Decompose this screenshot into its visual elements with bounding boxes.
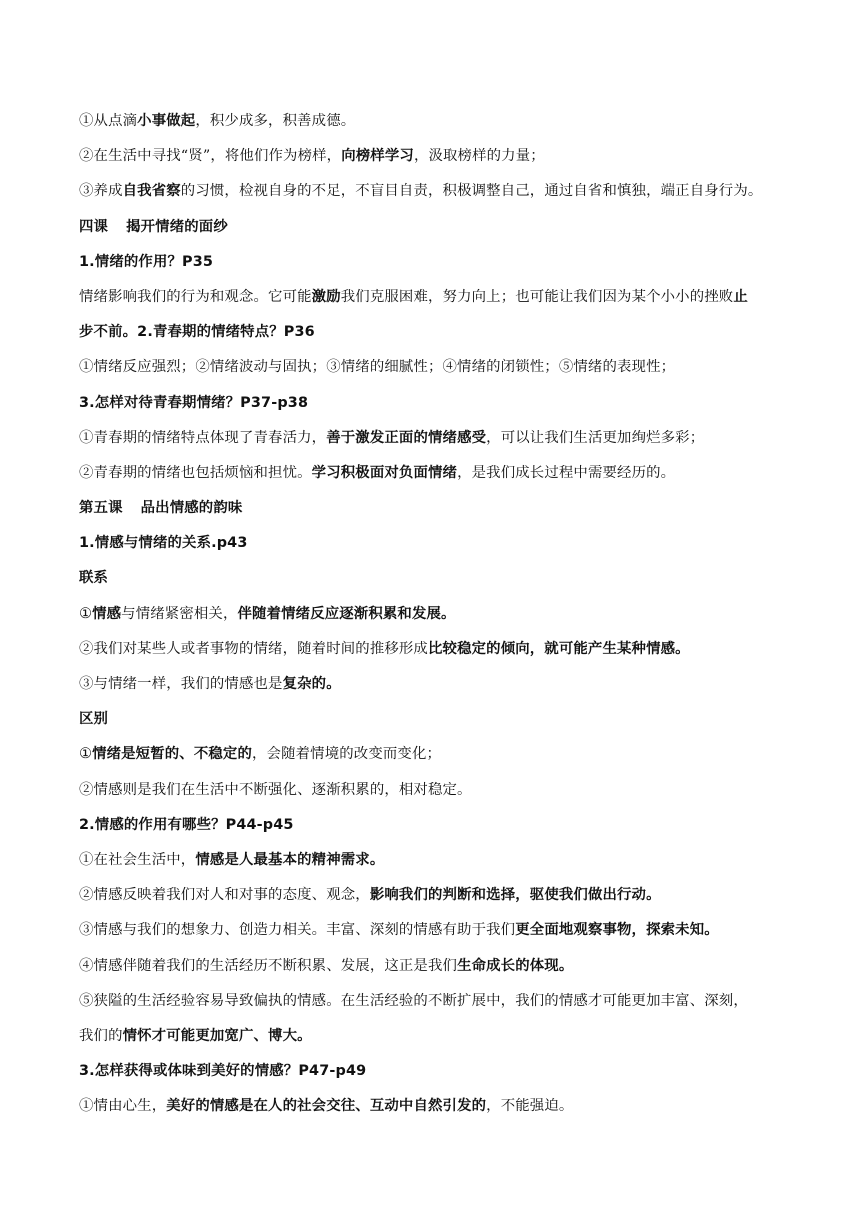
bold-text: 向榜样学习 [341,148,414,165]
bold-text: 美好的情感是在人的社会交往、互动中自然引发的 [166,1098,487,1115]
bold-text: 比较稳定的倾向，就可能产生某种情感。 [427,640,690,657]
paragraph-line [79,456,779,491]
lesson-title: 品出情感的韵味 [140,500,243,517]
text: ①从点滴 [79,113,138,129]
question-text: 3.怎样获得或体味到美好的情感？P47-p49 [79,1063,367,1080]
text: ，可以让我们生活更加绚烂多彩； [486,429,705,446]
bold-text: 更全面地观察事物，探索未知。 [515,922,719,939]
bold-text: 学习积极面对负面情绪 [311,464,458,481]
document-page [79,104,779,1124]
text: ①青春期的情绪特点体现了青春活力， [79,429,327,446]
text: 我们的 [79,1027,123,1044]
bold-text: 激励 [311,288,341,305]
bold-text: 情怀才可能更加宽广、博大。 [122,1027,312,1044]
question-heading [79,808,779,843]
bold-text: 止 [733,288,748,305]
lesson-number: 四课 [79,218,109,235]
bold-text: 复杂的。 [282,676,341,692]
text: ① [79,605,93,622]
question-text: 1.情绪的作用？P35 [79,253,214,270]
text: ④情感伴随着我们的生活经历不断积累、发展，这正是我们 [79,957,458,974]
text: ②青春期的情绪也包括烦恼和担忧。 [79,464,312,481]
bold-text: 情绪是短暂的、不稳定的 [92,746,253,763]
question-heading [79,315,779,350]
paragraph-line [79,350,779,385]
question-heading [79,526,779,561]
text: ，会随着情境的改变而变化； [252,746,442,763]
lesson-number: 第五课 [79,500,123,517]
paragraph-line [79,421,779,456]
lesson-heading [79,210,779,245]
text: ②我们对某些人或者事物的情绪，随着时间的推移形成 [79,640,428,657]
subheading [79,702,779,737]
paragraph-line [79,843,779,878]
paragraph-line [79,667,779,702]
question-text: 2.情感的作用有哪些？P44-p45 [79,816,294,833]
question-heading [79,386,779,421]
bold-text: 生命成长的体现。 [457,957,574,974]
text: ①情由心生， [79,1098,167,1115]
subheading-text: 联系 [79,570,109,587]
question-heading [79,1054,779,1089]
paragraph-line [79,984,779,1019]
text: ① [79,746,93,763]
text: ②情感则是我们在生活中不断强化、逐渐积累的，相对稳定。 [79,781,472,798]
subheading [79,561,779,596]
bold-text: 小事做起 [137,113,196,129]
text: ②情感反映着我们对人和对事的态度、观念， [79,887,370,904]
paragraph-line [79,174,779,209]
question-text: 1.情感与情绪的关系.p43 [79,535,248,552]
paragraph-line [79,139,779,174]
paragraph-line [79,773,779,808]
subheading-text: 区别 [79,711,109,728]
question-heading [79,245,779,280]
bold-text: 情感 [92,605,122,622]
paragraph-line [79,632,779,667]
paragraph-line [79,1089,779,1124]
bold-text: 影响我们的判断和选择，驱使我们做出行动。 [369,887,661,904]
paragraph-line [79,597,779,632]
text: ①在社会生活中， [79,851,196,868]
paragraph-line [79,878,779,913]
text: ，不能强迫。 [486,1098,574,1115]
text: ，是我们成长过程中需要经历的。 [457,464,676,481]
bold-text: 伴随着情绪反应逐渐积累和发展。 [237,605,456,622]
bold-text: 自我省察 [122,183,181,200]
text: ②在生活中寻找“贤”，将他们作为榜样， [79,148,342,165]
text: ，积少成多，积善成德。 [195,113,356,129]
bold-text: 情感是人最基本的精神需求。 [195,851,385,868]
text: ③养成 [79,183,123,200]
text: ⑤狭隘的生活经验容易导致偏执的情感。在生活经验的不断扩展中，我们的情感才可能更加丰富、深刻， [79,992,748,1009]
paragraph-line [79,104,779,139]
paragraph-line [79,737,779,772]
paragraph-line [79,913,779,948]
text: 的习惯，检视自身的不足，不盲目自责，积极调整自己，通过自省和慎独，端正自身行为。 [180,183,763,200]
text: 我们克服困难，努力向上；也可能让我们因为某个小小的挫败 [340,288,734,305]
text: ③与情绪一样，我们的情感也是 [79,676,283,692]
text: ①情绪反应强烈；②情绪波动与固执；③情绪的细腻性；④情绪的闭锁性；⑤情绪的表现性； [79,359,676,376]
text: 情绪影响我们的行为和观念。它可能 [79,288,312,305]
question-text: 3.怎样对待青春期情绪？P37-p38 [79,394,309,411]
text: ③情感与我们的想象力、创造力相关。丰富、深刻的情感有助于我们 [79,922,516,939]
question-text: 步不前。2.青春期的情绪特点？P36 [79,324,315,341]
paragraph-line [79,949,779,984]
lesson-title: 揭开情绪的面纱 [126,218,228,235]
paragraph-line [79,1019,779,1054]
lesson-heading [79,491,779,526]
text: ，汲取榜样的力量； [413,148,545,165]
text: 与情绪紧密相关， [121,605,238,622]
bold-text: 善于激发正面的情绪感受 [326,429,487,446]
paragraph-line [79,280,779,315]
